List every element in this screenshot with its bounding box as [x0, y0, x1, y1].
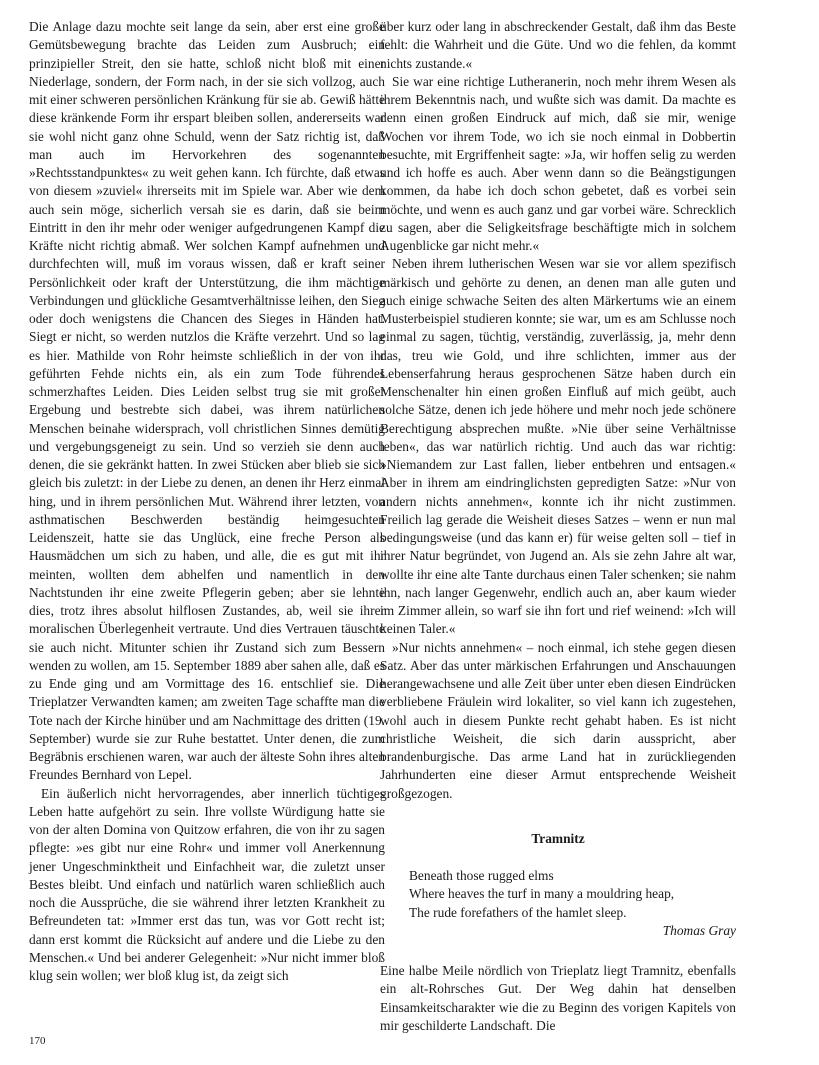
left-column [29, 18, 385, 985]
closing-paragraph: Eine halbe Meile nördlich von Trieplatz liegt Tramnitz, ebenfalls ein alt-Rohrsches Gut. Der Weg dahin hat denselben Einsamkeitscharakter wie die zu Beginn des vorigen Kapitels von mir geschilderte Landschaft. Die [380, 963, 736, 1033]
epigraph-line: The rude forefathers of the hamlet sleep. [409, 904, 627, 920]
page-number: 170 [29, 1035, 46, 1047]
epigraph [409, 867, 736, 940]
right-column [380, 18, 736, 1035]
right-paragraph-3: Neben ihrem lutherischen Wesen war sie vor allem spezifisch märkisch und gehörte zu denen, an denen man alle guten und auch einige schwache Seiten des alten Märkertums wie an einem Musterbeispiel studieren konnte; sie war, um es am Schlusse noch einmal zu sagen, tüchtig, verständig, zuverlässig, ja, mehr denn das, treu wie Gold, und ihre schlichten, immer aus der Lebenserfahrung heraus gesprochenen Sätze haben durch ein Menschenalter hin einen großen Einfluß auf mich geübt, auch solche Sätze, denen ich jede höhere und mehr noch jede schönere Berechtigung absprechen mußte. »Nie über seine Verhältnisse leben«, das war natürlich richtig. Und auch das war richtig: »Niemandem zur Last fallen, lieber entbehren und entsagen.« Aber in ihrem am eindringlichsten gepredigten Satze: »Nur von andern nichts annehmen«, konnte ich ihr nicht zustimmen. Freilich lag gerade die Weisheit dieses Satzes – wenn er nun mal bedingungsweise (und das kann er) für weise gelten soll – tief in ihrer Natur begründet, von Jugend an. Als sie zehn Jahre alt war, wollte ihr eine alte Tante durchaus einen Taler schenken; sie nahm ihn, nach langer Gegenwehr, endlich auch an, aber kaum wieder im Zimmer allein, so warf sie ihn fort und rief weinend: »Ich will keinen Taler.« [380, 256, 736, 637]
right-paragraph-2: Sie war eine richtige Lutheranerin, noch mehr ihrem Wesen als ihrem Bekenntnis nach, und wußte sich was damit. Da machte es denn einen großen Eindruck auf mich, daß sie mir, wenige Wochen vor ihrem Tode, wo ich sie noch einmal in Dobbertin besuchte, mit Ergriffenheit sagte: »Ja, wir hoffen selig zu werden und ich hoffe es auch. Aber wenn dann so die Beängstigungen kommen, da habe ich doch schon gebetet, daß es vorbei sein möchte, und wenn es auch ganz und gar vorbei wäre. Schrecklich zu sagen, aber die Seligkeitsfrage beschäftigte mich in solchem Augenblicke gar nicht mehr.« [380, 73, 736, 253]
section-heading: Tramnitz [531, 830, 585, 846]
left-paragraph-2: Ein äußerlich nicht hervorragendes, aber innerlich tüchtiges Leben hatte aufgehört zu sein. Ihre vollste Würdigung hatte sie von der alten Domina von Quitzow erfahren, die von ihr zu sagen pflegte: »es gibt nur eine Rohr« und immer voll Anerkennung jener Ungeschminktheit und Einfachheit war, die zuletzt unser Bestes bleibt. Und einfach und natürlich waren schließlich auch noch die Aussprüche, die sie während ihrer letzten Krankheit zu Befreundeten tat: »Immer erst das tun, was vor Gott recht ist; dann erst kommt die Rücksicht auf andere und die Liebe zu den Menschen.« Und bei anderer Gelegenheit: »Nur nicht immer bloß klug sein wollen; wer bloß klug ist, da zeigt sich [29, 785, 385, 983]
epigraph-author: Thomas Gray [662, 922, 736, 938]
left-paragraph-1: Die Anlage dazu mochte seit lange da sein, aber erst eine große Gemütsbewegung brachte das Leiden zum Ausbruch; ein prinzipieller Streit, den sie hatte, schloß nicht bloß mit einer Niederlage, sondern, der Form nach, in der sie sich vollzog, auch mit einer schweren persönlichen Kränkung für sie ab. Gewiß hätte diese kränkende Form ihr erspart bleiben sollen, andererseits war sie wohl nicht ganz ohne Schuld, wenn der Satz richtig ist, daß man auch im Hervorkehren des sogenannten »Rechtsstandpunktes« zu weit gehen kann. Ich fürchte, daß etwas von diesem »zuviel« ihrerseits mit im Spiele war. Aber wie dem auch sein möge, sicherlich versah sie es darin, daß sie beim Eintritt in den ihr mehr oder weniger aufgedrungenen Kampf die Kräfte nicht richtig abmaß. Wer solchen Kampf aufnehmen und durchfechten will, muß im voraus wissen, daß er kraft seiner Persönlichkeit oder kraft der Unterstützung, die ihm mächtige Verbindungen und glückliche Gesamtverhältnisse leihen, den Sieg oder doch wenigstens die Chancen des Sieges in Händen hat. Siegt er nicht, so werden nutzlos die Kräfte verzehrt. Und so lag es hier. Mathilde von Rohr heimste schließlich in der von ihr geführten Fehde nichts ein, als ein zum Tode führendes schmerzhaftes Leiden. Dies Leiden selbst trug sie mit großer Ergebung und bestrebte sich dabei, was ihrem natürlichen Menschen beinahe widersprach, voll christlichen Sinnes demütig und vergebungsgeneigt zu sein. Und so verzieh sie denn auch denen, die sie gekränkt hatten. In zwei Stücken aber blieb sie sich gleich bis zuletzt: in der Liebe zu denen, an denen ihr Herz einmal hing, und in ihrem persönlichen Mut. Während ihrer letzten, von asthmatischen Beschwerden beständig heimgesuchten Leidenszeit, hatte sie das Unglück, eine freche Person als Hausmädchen um sich zu haben, und alle, die es gut mit ihr meinten, wollten dem abhelfen und namentlich in den Nachtstunden ihr eine zweite Pflegerin geben; aber sie lehnte dies, trotz ihres absolut hilflosen Zustandes, ab, weil sie ihrer moralischen Überlegenheit vertraute. Und dies Vertrauen täuschte sie auch nicht. Mitunter schien ihr Zustand sich zum Bessern wenden zu wollen, am 15. September 1889 aber sahen alle, daß es zu Ende ging und am Vormittage des 16. entschlief sie. Die Trieplatzer Verwandten kamen; am zweiten Tage schaffte man die Tote nach der Kirche hinüber und am Nachmittage des dritten (19. September) wurde sie zur Ruhe bestattet. Unter denen, die zum Begräbnis erschienen waren, war auch der älteste Sohn ihres alten Freundes Bernhard von Lepel. [29, 19, 385, 783]
epigraph-line: Beneath those rugged elms [409, 868, 554, 883]
right-paragraph-4: »Nur nichts annehmen« – noch einmal, ich stehe gegen diesen Satz. Aber das unter märkischen Erfahrungen und Anschauungen herangewachsene und alle Zeit über unter eben diesen Eindrücken verbliebene Fräulein wird lokaliter, so viel kann ich zugestehen, wohl auch in diesem Punkte recht gehabt haben. Es ist nicht christliche Weisheit, die sich darin ausspricht, aber brandenburgische. Das arme Land hat in zurückliegenden Jahrhunderten eine dieser Armut entsprechende Weisheit großgezogen. [380, 639, 736, 801]
right-paragraph-1: über kurz oder lang in abschreckender Gestalt, daß ihm das Beste fehlt: die Wahrheit und die Güte. Und wo die fehlen, da kommt nichts zustande.« [380, 19, 736, 71]
epigraph-line: Where heaves the turf in many a mouldring heap, [409, 886, 675, 902]
